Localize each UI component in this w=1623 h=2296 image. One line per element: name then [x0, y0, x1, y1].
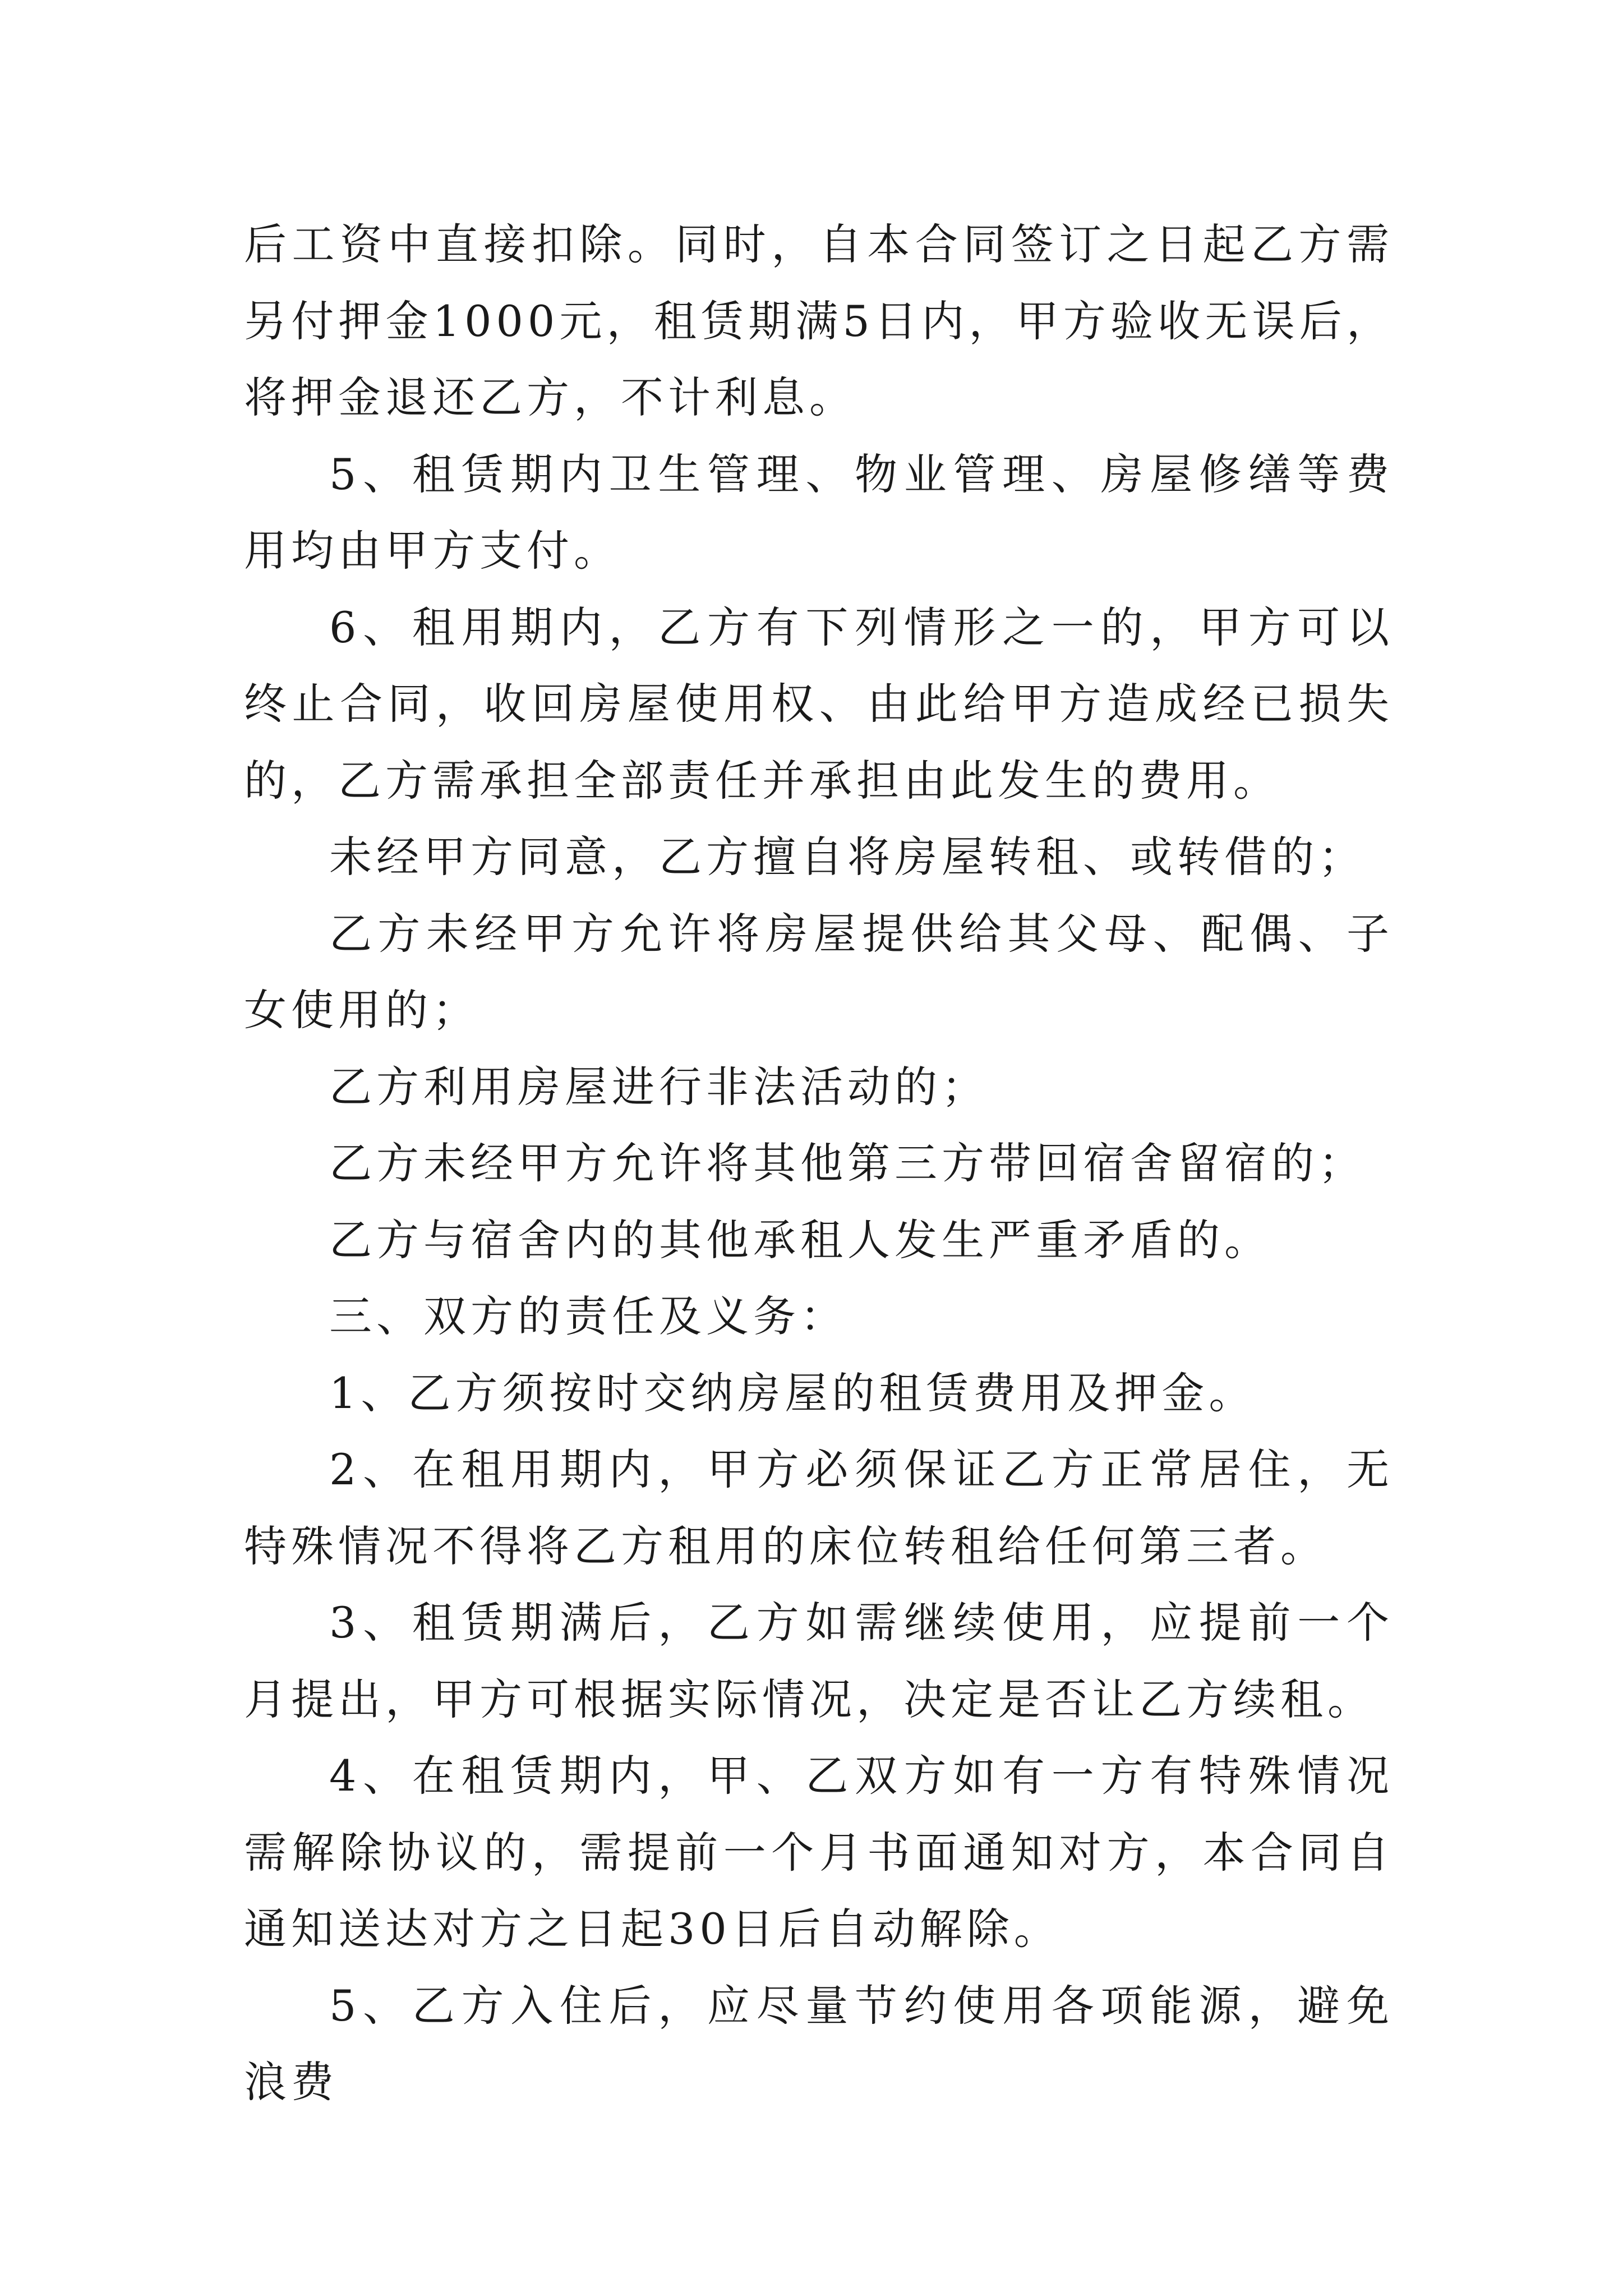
paragraph-case-family-use: 乙方未经甲方允许将房屋提供给其父母、配偶、子女使用的；: [244, 908, 1394, 1035]
paragraph-duty-4-cancellation: 4、在租赁期内，甲、乙双方如有一方有特殊情况需解除协议的，需提前一个月书面通知对方，本合同自通知送达对方之日起30日后自动解除。: [244, 1751, 1394, 1954]
paragraph-duty-3-renewal: 3、租赁期满后，乙方如需继续使用，应提前一个月提出，甲方可根据实际情况，决定是否让乙方续租。: [244, 1598, 1394, 1724]
paragraph-case-illegal-activity: 乙方利用房屋进行非法活动的；: [329, 1061, 989, 1112]
paragraph-case-conflict: 乙方与宿舍内的其他承租人发生严重矛盾的。: [329, 1214, 1271, 1265]
paragraph-clause-5-fees: 5、租赁期内卫生管理、物业管理、房屋修缮等费用均由甲方支付。: [244, 449, 1394, 576]
paragraph-case-sublet: 未经甲方同意，乙方擅自将房屋转租、或转借的；: [329, 832, 1366, 882]
paragraph-duty-5-energy: 5、乙方入住后，应尽量节约使用各项能源，避免浪费: [244, 1980, 1394, 2107]
section-heading-responsibilities: 三、双方的责任及义务：: [329, 1291, 847, 1341]
paragraph-deposit-terms: 后工资中直接扣除。同时，自本合同签订之日起乙方需另付押金1000元，租赁期满5日内，甲方验收无误后，将押金退还乙方，不计利息。: [244, 219, 1394, 422]
document-body: [244, 206, 1394, 2121]
paragraph-duty-1-payment: 1、乙方须按时交纳房屋的租赁费用及押金。: [329, 1368, 1256, 1418]
paragraph-duty-2-residence: 2、在租用期内，甲方必须保证乙方正常居住，无特殊情况不得将乙方租用的床位转租给任何第三者。: [244, 1444, 1394, 1571]
paragraph-clause-6-termination: 6、租用期内，乙方有下列情形之一的，甲方可以终止合同，收回房屋使用权、由此给甲方造成经已损失的，乙方需承担全部责任并承担由此发生的费用。: [244, 602, 1394, 806]
paragraph-case-overnight-guest: 乙方未经甲方允许将其他第三方带回宿舍留宿的；: [329, 1138, 1366, 1188]
